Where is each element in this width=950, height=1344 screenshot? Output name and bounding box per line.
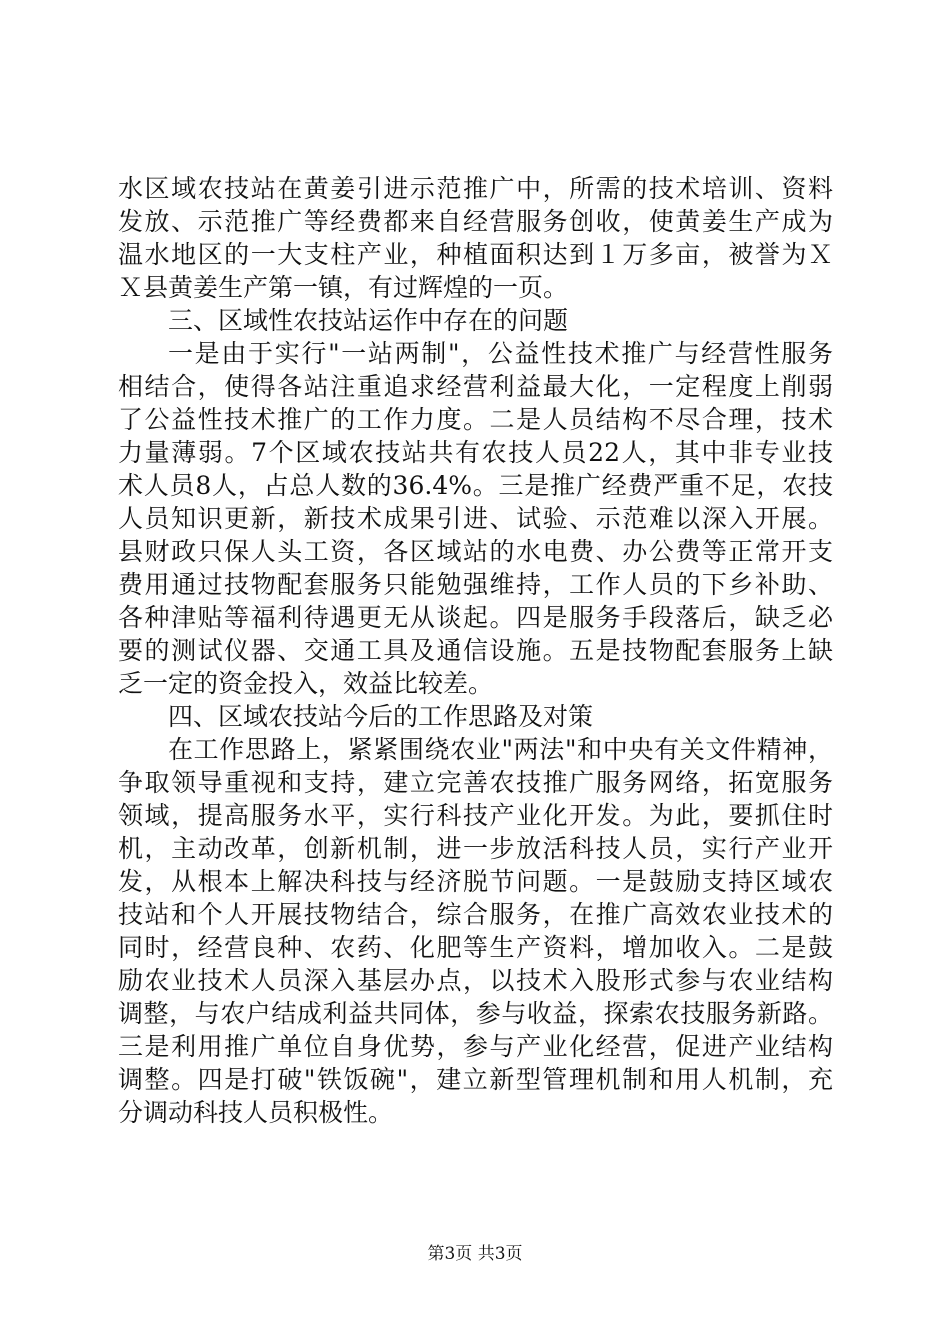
paragraph-line: 争取领导重视和支持，建立完善农技推广服务网络，拓宽服务 [118, 768, 833, 797]
paragraph-line: 领域，提高服务水平，实行科技产业化开发。为此，要抓住时 [118, 801, 833, 830]
paragraph-line: 同时，经营良种、农药、化肥等生产资料，增加收入。二是鼓 [118, 933, 833, 962]
paragraph-line: 励农业技术人员深入基层办点，以技术入股形式参与农业结构 [118, 966, 833, 995]
paragraph-line: Ｘ县黄姜生产第一镇，有过辉煌的一页。 [118, 273, 569, 302]
paragraph-line: 费用通过技物配套服务只能勉强维持，工作人员的下乡补助、 [118, 570, 833, 599]
paragraph-line: 要的测试仪器、交通工具及通信设施。五是技物配套服务上缺 [118, 636, 833, 665]
paragraph-line: 乏一定的资金投入，效益比较差。 [118, 669, 494, 698]
paragraph-line: 了公益性技术推广的工作力度。二是人员结构不尽合理，技术 [118, 405, 833, 434]
paragraph-line: 分调动科技人员积极性。 [118, 1098, 394, 1127]
paragraph-line: 在工作思路上，紧紧围绕农业"两法"和中央有关文件精神， [168, 735, 833, 764]
paragraph-line: 水区域农技站在黄姜引进示范推广中，所需的技术培训、资料 [118, 174, 833, 203]
paragraph-line: 温水地区的一大支柱产业，种植面积达到１万多亩，被誉为Ｘ [118, 240, 833, 269]
body-text [118, 172, 833, 1129]
paragraph-line: 县财政只保人头工资，各区域站的水电费、办公费等正常开支 [118, 537, 833, 566]
paragraph-line: 三是利用推广单位自身优势，参与产业化经营，促进产业结构 [118, 1032, 833, 1061]
paragraph-line: 一是由于实行"一站两制"，公益性技术推广与经营性服务 [168, 339, 833, 368]
paragraph-line: 调整，与农户结成利益共同体，参与收益，探索农技服务新路。 [118, 999, 833, 1028]
paragraph-line: 发，从根本上解决科技与经济脱节问题。一是鼓励支持区域农 [118, 867, 833, 896]
paragraph-line: 技站和个人开展技物结合，综合服务，在推广高效农业技术的 [118, 900, 833, 929]
paragraph-line: 人员知识更新，新技术成果引进、试验、示范难以深入开展。 [118, 504, 833, 533]
paragraph-line: 力量薄弱。7个区域农技站共有农技人员22人，其中非专业技 [118, 438, 833, 467]
page-footer: 第3页 共3页 [427, 1244, 523, 1264]
paragraph-line: 发放、示范推广等经费都来自经营服务创收，使黄姜生产成为 [118, 207, 833, 236]
paragraph-line: 调整。四是打破"铁饭碗"，建立新型管理机制和用人机制，充 [118, 1065, 833, 1094]
paragraph-line: 各种津贴等福利待遇更无从谈起。四是服务手段落后，缺乏必 [118, 603, 833, 632]
paragraph-line: 术人员8人，占总人数的36.4%。三是推广经费严重不足，农技 [118, 471, 833, 500]
paragraph-line: 相结合，使得各站注重追求经营利益最大化，一定程度上削弱 [118, 372, 833, 401]
section-heading: 四、区域农技站今后的工作思路及对策 [168, 702, 594, 731]
section-heading: 三、区域性农技站运作中存在的问题 [168, 306, 569, 335]
paragraph-line: 机，主动改革，创新机制，进一步放活科技人员，实行产业开 [118, 834, 833, 863]
